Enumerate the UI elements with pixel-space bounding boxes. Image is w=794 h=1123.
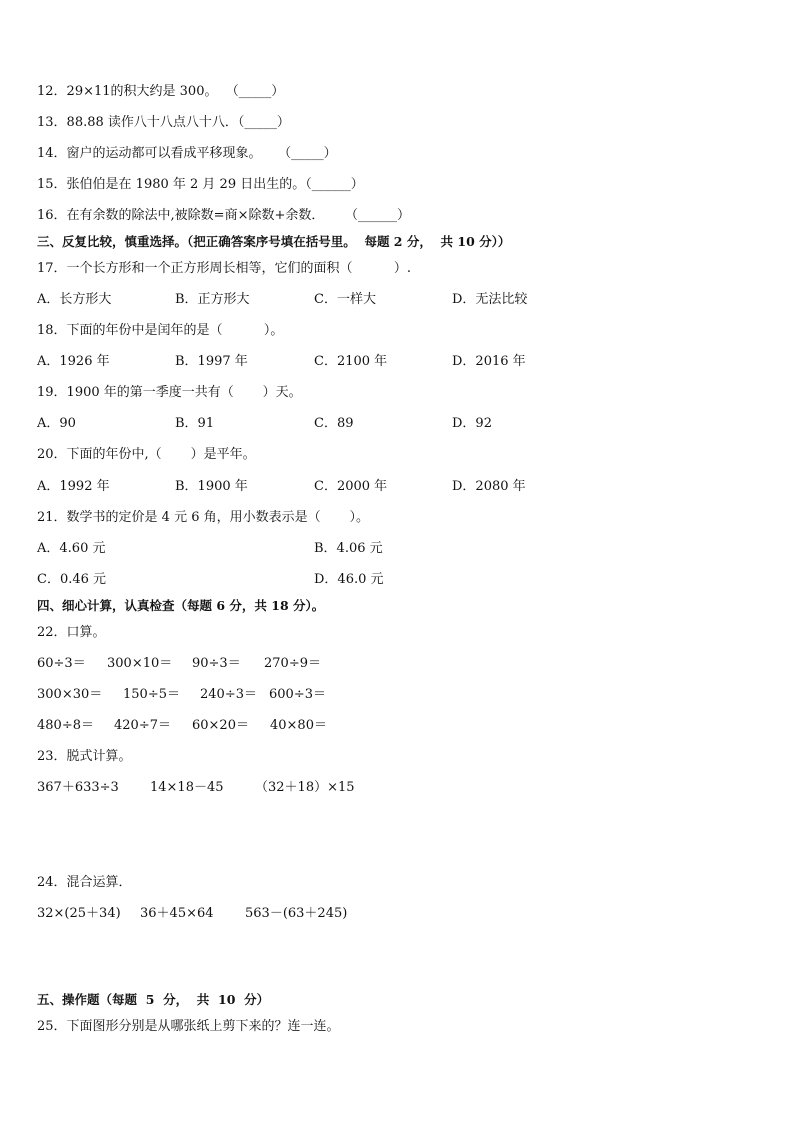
mixed-calc-item: 32×(25＋34) xyxy=(37,906,121,921)
q18-option-d: D．2016 年 xyxy=(452,354,526,369)
question-22-stem: 22．口算。 xyxy=(37,625,106,640)
mixed-calc-row xyxy=(37,906,348,970)
q20-option-a: A．1992 年 xyxy=(37,479,110,494)
question-20-stem: 20．下面的年份中,（ ）是平年。 xyxy=(37,447,256,462)
question-21-stem: 21．数学书的定价是 4 元 6 角，用小数表示是（ ）。 xyxy=(37,510,370,525)
oral-calc-item: 600÷3＝ xyxy=(269,687,326,702)
q18-option-c: C．2100 年 xyxy=(314,354,388,369)
q21-option-c: C．0.46 元 xyxy=(37,572,107,587)
step-calc-item: 367＋633÷3 xyxy=(37,780,119,795)
q21-option-d: D．46.0 元 xyxy=(314,572,384,587)
q17-option-d: D．无法比较 xyxy=(452,292,528,307)
q20-option-c: C．2000 年 xyxy=(314,479,388,494)
q18-option-a: A．1926 年 xyxy=(37,354,110,369)
oral-calc-item: 300×30＝ xyxy=(37,687,103,702)
q19-option-c: C．89 xyxy=(314,416,354,431)
q19-option-d: D．92 xyxy=(452,416,492,431)
oral-calc-item: 270÷9＝ xyxy=(264,656,321,671)
oral-calc-item: 60÷3＝ xyxy=(37,656,86,671)
oral-calc-item: 240÷3＝ xyxy=(200,687,257,702)
question-17-stem: 17．一个长方形和一个正方形周长相等，它们的面积（ ）. xyxy=(37,261,411,276)
step-calc-row xyxy=(37,780,355,844)
q21-option-a: A．4.60 元 xyxy=(37,541,106,556)
q20-option-b: B．1900 年 xyxy=(175,479,248,494)
question-19-stem: 19．1900 年的第一季度一共有（ ）天。 xyxy=(37,385,302,400)
step-calc-item: （32＋18）×15 xyxy=(255,780,355,795)
step-calc-item: 14×18－45 xyxy=(150,780,224,795)
q18-option-b: B．1997 年 xyxy=(175,354,248,369)
section-4-heading: 四、细心计算，认真检查（每题 6 分，共 18 分）。 xyxy=(37,598,325,613)
question-14: 14．窗户的运动都可以看成平移现象。 （_____） xyxy=(37,146,337,161)
question-18-stem: 18．下面的年份中是闰年的是（ ）。 xyxy=(37,323,284,338)
mixed-calc-item: 36＋45×64 xyxy=(140,906,214,921)
question-24-stem: 24．混合运算． xyxy=(37,875,132,890)
question-25-stem: 25．下面图形分别是从哪张纸上剪下来的？连一连。 xyxy=(37,1019,340,1034)
oral-calc-item: 420÷7＝ xyxy=(114,718,171,733)
q21-option-b: B．4.06 元 xyxy=(314,541,383,556)
q17-option-a: A．长方形大 xyxy=(37,292,112,307)
oral-calc-item: 480÷8＝ xyxy=(37,718,94,733)
oral-calc-item: 150÷5＝ xyxy=(123,687,180,702)
mixed-calc-item: 563－(63＋245) xyxy=(245,906,348,921)
q19-option-a: A．90 xyxy=(37,416,76,431)
question-23-stem: 23．脱式计算。 xyxy=(37,749,132,764)
section-3-heading: 三、反复比较，慎重选择。（把正确答案序号填在括号里。 每题 2 分， 共 10 分）） xyxy=(37,234,511,249)
oral-calc-item: 300×10＝ xyxy=(107,656,173,671)
question-12: 12．29×11的积大约是 300。 （_____） xyxy=(37,84,285,99)
question-15: 15．张伯伯是在 1980 年 2 月 29 日出生的。（______） xyxy=(37,177,364,192)
q19-option-b: B．91 xyxy=(175,416,215,431)
oral-calc-item: 90÷3＝ xyxy=(192,656,241,671)
q17-option-b: B．正方形大 xyxy=(175,292,250,307)
section-5-heading: 五、操作题（每题 5 分， 共 10 分） xyxy=(37,992,270,1007)
oral-calc-item: 60×20＝ xyxy=(192,718,249,733)
oral-calc-item: 40×80＝ xyxy=(270,718,327,733)
question-16: 16．在有余数的除法中,被除数=商×除数+余数． （______） xyxy=(37,208,411,223)
q20-option-d: D．2080 年 xyxy=(452,479,526,494)
question-13: 13．88.88 读作八十八点八十八．（_____） xyxy=(37,115,290,130)
q17-option-c: C．一样大 xyxy=(314,292,376,307)
